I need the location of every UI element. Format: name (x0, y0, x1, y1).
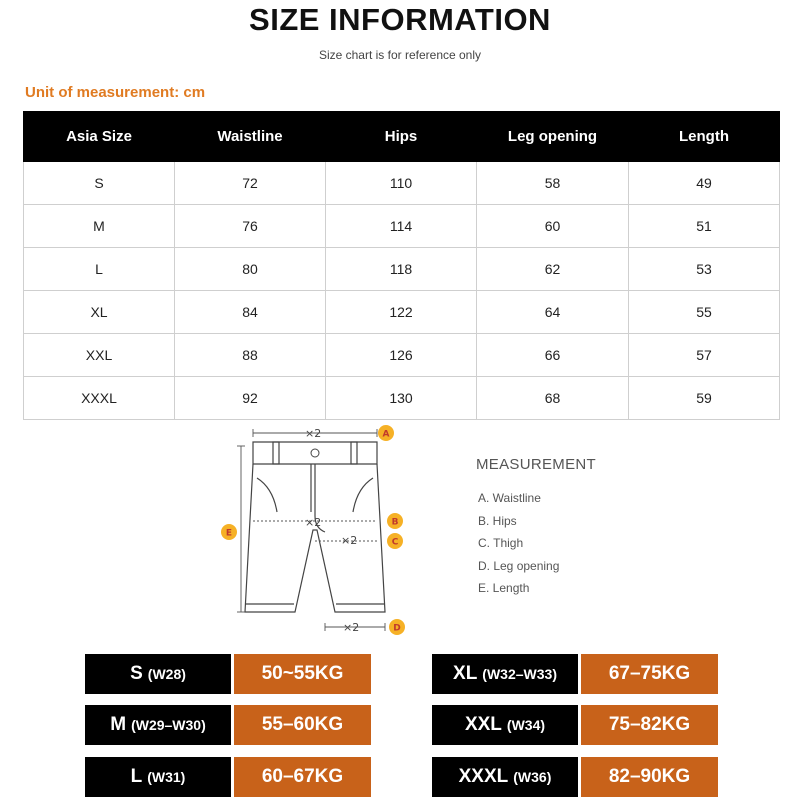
weight-size: M (110, 714, 127, 735)
multiplier-b: ×2 (305, 516, 322, 529)
weight-size: XXXL (458, 766, 509, 787)
shorts-waistband (253, 442, 377, 464)
marker-d-label: D (393, 623, 401, 634)
table-cell: 88 (175, 334, 326, 377)
weight-range: 50~55KG (234, 654, 371, 694)
weight-waist: (W29–W30) (131, 717, 206, 733)
column-header: Hips (326, 112, 477, 162)
table-row (24, 248, 780, 291)
page-title: SIZE INFORMATION (249, 2, 551, 37)
column-header: Waistline (175, 112, 326, 162)
table-cell: 130 (326, 377, 477, 420)
table-cell: 59 (629, 377, 780, 420)
table-cell: 49 (629, 162, 780, 205)
multiplier-d: ×2 (343, 621, 360, 634)
weight-box (85, 705, 371, 745)
table-row (24, 291, 780, 334)
table-cell: 80 (175, 248, 326, 291)
weight-waist: (W32–W33) (482, 666, 557, 682)
table-cell: XL (24, 291, 175, 334)
legend-item: D. Leg opening (478, 558, 560, 573)
table-cell: 53 (629, 248, 780, 291)
table-cell: 60 (477, 205, 629, 248)
legend-item: E. Length (478, 581, 530, 595)
column-header: Asia Size (24, 112, 175, 162)
table-cell: S (24, 162, 175, 205)
multiplier-c: ×2 (341, 534, 358, 547)
table-cell: 51 (629, 205, 780, 248)
table-cell: XXXL (24, 377, 175, 420)
weight-range: 82–90KG (581, 757, 718, 797)
table-cell: 62 (477, 248, 629, 291)
column-header: Leg opening (477, 112, 629, 162)
table-cell: 114 (326, 205, 477, 248)
table-cell: 118 (326, 248, 477, 291)
shorts-diagram (215, 420, 415, 635)
legend-item: B. Hips (478, 513, 517, 528)
marker-e-label: E (225, 528, 233, 539)
weight-range: 55–60KG (234, 705, 371, 745)
weight-box (85, 654, 371, 694)
table-cell: 57 (629, 334, 780, 377)
table-row (24, 334, 780, 377)
table-cell: 110 (326, 162, 477, 205)
table-cell: 122 (326, 291, 477, 334)
weight-size: XXL (464, 714, 502, 735)
weight-size: S (130, 663, 143, 684)
weight-waist: (W31) (147, 769, 186, 785)
unit-label: Unit of measurement: cm (25, 84, 206, 101)
table-cell: M (24, 205, 175, 248)
weight-waist: (W28) (147, 666, 186, 682)
table-cell: 66 (477, 334, 629, 377)
table-cell: XXL (24, 334, 175, 377)
weight-waist: (W36) (513, 769, 552, 785)
table-cell: 68 (477, 377, 629, 420)
table-cell: 72 (175, 162, 326, 205)
table-row (24, 162, 780, 205)
weight-range: 67–75KG (581, 654, 718, 694)
weight-waist: (W34) (506, 717, 546, 733)
measurement-title: MEASUREMENT (476, 456, 596, 473)
table-cell: 126 (326, 334, 477, 377)
measurement-legend (478, 490, 559, 603)
table-cell: 58 (477, 162, 629, 205)
weight-box (432, 757, 718, 797)
table-cell: 84 (175, 291, 326, 334)
weight-box (432, 654, 718, 694)
weight-box (85, 757, 371, 797)
marker-b-label: B (391, 517, 399, 528)
column-header: Length (629, 112, 780, 162)
weight-range: 60–67KG (234, 757, 371, 797)
weight-size: L (130, 766, 143, 787)
table-row (24, 205, 780, 248)
table-cell: 92 (175, 377, 326, 420)
marker-a-label: A (382, 429, 390, 440)
weight-range: 75–82KG (581, 705, 718, 745)
page-subtitle: Size chart is for reference only (318, 48, 482, 62)
table-header-row (24, 112, 780, 162)
weight-box (432, 705, 718, 745)
legend-item: C. Thigh (478, 536, 524, 550)
weight-size: XL (453, 663, 478, 684)
multiplier-a: ×2 (305, 427, 322, 440)
table-cell: 64 (477, 291, 629, 334)
legend-item: A. Waistline (478, 491, 541, 505)
table-row (24, 377, 780, 420)
size-table (23, 111, 780, 420)
table-cell: L (24, 248, 175, 291)
marker-c-label: C (391, 537, 399, 548)
table-cell: 76 (175, 205, 326, 248)
table-cell: 55 (629, 291, 780, 334)
